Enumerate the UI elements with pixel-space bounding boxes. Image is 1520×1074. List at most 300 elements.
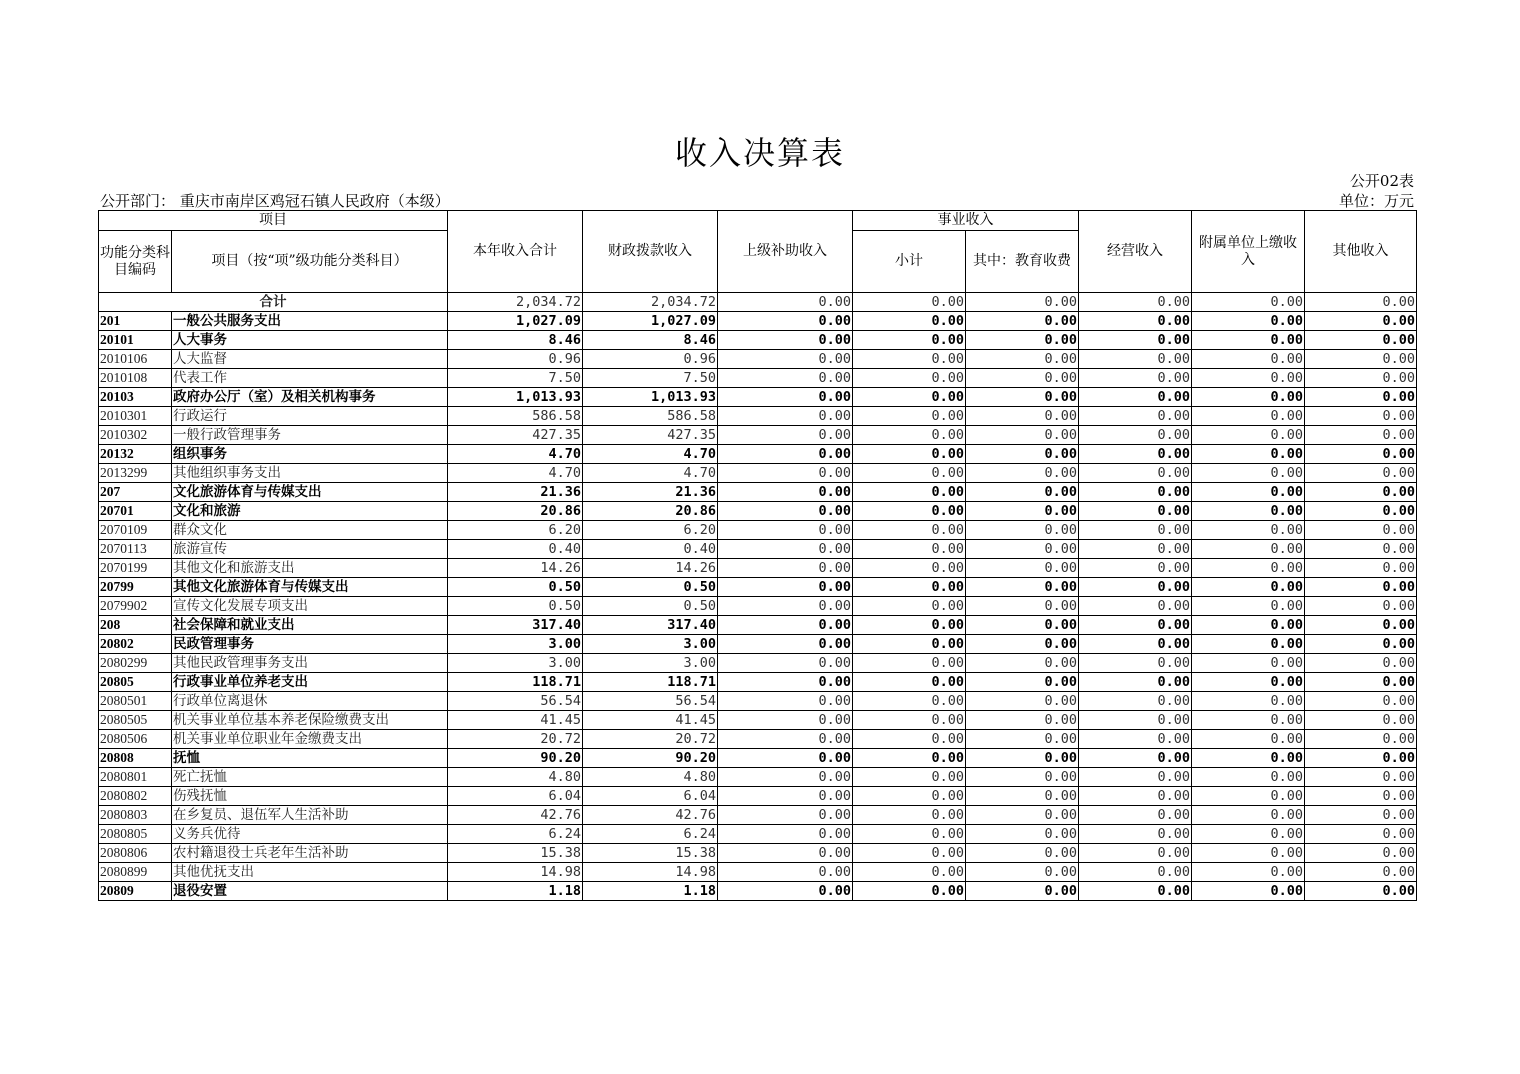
row-value: 0.00 — [1192, 331, 1305, 350]
row-value: 0.00 — [718, 692, 853, 711]
row-value: 586.58 — [583, 407, 718, 426]
row-value: 0.00 — [1079, 730, 1192, 749]
row-value: 0.00 — [966, 711, 1079, 730]
row-value: 0.00 — [966, 521, 1079, 540]
row-value: 15.38 — [448, 844, 583, 863]
row-value: 0.00 — [718, 312, 853, 331]
row-value: 0.00 — [1192, 445, 1305, 464]
row-value: 0.00 — [1192, 502, 1305, 521]
header-fiscal: 财政拨款收入 — [583, 211, 718, 293]
row-value: 0.00 — [853, 331, 966, 350]
row-value: 0.00 — [1192, 312, 1305, 331]
row-value: 0.00 — [1192, 483, 1305, 502]
row-value: 0.00 — [1079, 673, 1192, 692]
row-value: 0.00 — [718, 787, 853, 806]
row-value: 0.00 — [1079, 882, 1192, 901]
row-value: 0.00 — [966, 426, 1079, 445]
row-value: 0.00 — [1079, 502, 1192, 521]
row-value: 0.00 — [853, 616, 966, 635]
row-value: 0.00 — [1192, 464, 1305, 483]
row-code: 201 — [99, 312, 172, 331]
header-name: 项目（按“项”级功能分类科目） — [172, 231, 448, 293]
table-row — [99, 768, 1417, 787]
department-line — [100, 190, 450, 211]
table-row — [99, 806, 1417, 825]
row-value: 0.00 — [1079, 597, 1192, 616]
row-value: 0.00 — [1079, 540, 1192, 559]
row-value: 0.00 — [966, 844, 1079, 863]
row-value: 0.00 — [1192, 654, 1305, 673]
row-value: 14.26 — [583, 559, 718, 578]
row-value: 0.00 — [966, 331, 1079, 350]
row-value: 4.80 — [583, 768, 718, 787]
header-business: 事业收入 — [853, 211, 1079, 231]
row-value: 0.00 — [853, 559, 966, 578]
row-value: 0.00 — [1305, 540, 1417, 559]
row-value: 0.00 — [1192, 407, 1305, 426]
row-value: 0.00 — [1192, 787, 1305, 806]
row-code: 2080802 — [99, 787, 172, 806]
row-code: 20808 — [99, 749, 172, 768]
row-value: 56.54 — [448, 692, 583, 711]
row-value: 0.00 — [966, 312, 1079, 331]
row-value: 6.20 — [448, 521, 583, 540]
row-value: 6.24 — [448, 825, 583, 844]
row-value: 6.24 — [583, 825, 718, 844]
row-code: 2080506 — [99, 730, 172, 749]
row-name: 代表工作 — [172, 369, 448, 388]
row-code: 2070199 — [99, 559, 172, 578]
header-affiliated: 附属单位上缴收入 — [1192, 211, 1305, 293]
row-value: 0.00 — [718, 825, 853, 844]
unit-label: 单位：万元 — [1338, 192, 1414, 210]
row-value: 0.00 — [1192, 578, 1305, 597]
row-value: 0.00 — [966, 388, 1079, 407]
row-value: 0.00 — [718, 388, 853, 407]
row-value: 20.86 — [448, 502, 583, 521]
row-name: 机关事业单位基本养老保险缴费支出 — [172, 711, 448, 730]
row-value: 0.00 — [718, 502, 853, 521]
row-name: 其他文化和旅游支出 — [172, 559, 448, 578]
row-value: 0.00 — [966, 673, 1079, 692]
row-value: 0.00 — [1079, 388, 1192, 407]
row-value: 0.00 — [853, 863, 966, 882]
row-value: 0.00 — [718, 483, 853, 502]
row-value: 0.00 — [853, 787, 966, 806]
row-code: 2080899 — [99, 863, 172, 882]
row-name: 其他优抚支出 — [172, 863, 448, 882]
row-value: 0.00 — [966, 787, 1079, 806]
row-name: 其他文化旅游体育与传媒支出 — [172, 578, 448, 597]
row-value: 0.00 — [1192, 844, 1305, 863]
row-value: 0.00 — [853, 597, 966, 616]
row-name: 行政事业单位养老支出 — [172, 673, 448, 692]
row-value: 0.00 — [1192, 350, 1305, 369]
row-value: 0.00 — [1079, 445, 1192, 464]
row-value: 0.00 — [718, 616, 853, 635]
row-value: 0.00 — [1305, 787, 1417, 806]
row-value: 0.00 — [853, 844, 966, 863]
row-value: 0.00 — [853, 692, 966, 711]
table-row — [99, 635, 1417, 654]
row-value: 0.00 — [1079, 464, 1192, 483]
header-subtotal: 小计 — [853, 231, 966, 293]
row-value: 0.00 — [718, 445, 853, 464]
row-value: 7.50 — [448, 369, 583, 388]
row-value: 0.00 — [1305, 768, 1417, 787]
total-cell: 0.00 — [718, 293, 853, 312]
table-row — [99, 521, 1417, 540]
row-value: 0.00 — [853, 312, 966, 331]
total-label: 合计 — [99, 293, 448, 312]
row-value: 0.00 — [1079, 369, 1192, 388]
row-value: 0.00 — [853, 711, 966, 730]
row-value: 0.00 — [1305, 692, 1417, 711]
header-edu: 其中：教育收费 — [966, 231, 1079, 293]
row-value: 0.96 — [448, 350, 583, 369]
row-value: 0.00 — [1305, 578, 1417, 597]
table-row — [99, 825, 1417, 844]
row-value: 0.00 — [1079, 350, 1192, 369]
row-value: 0.00 — [966, 350, 1079, 369]
row-value: 0.00 — [718, 806, 853, 825]
row-value: 0.00 — [853, 483, 966, 502]
row-value: 3.00 — [583, 635, 718, 654]
total-cell: 0.00 — [966, 293, 1079, 312]
row-value: 20.72 — [448, 730, 583, 749]
total-cell: 2,034.72 — [583, 293, 718, 312]
row-value: 1.18 — [448, 882, 583, 901]
row-value: 0.00 — [966, 768, 1079, 787]
row-value: 42.76 — [583, 806, 718, 825]
row-value: 0.00 — [966, 749, 1079, 768]
row-value: 14.26 — [448, 559, 583, 578]
row-value: 0.00 — [853, 521, 966, 540]
row-value: 0.00 — [1305, 369, 1417, 388]
row-code: 20103 — [99, 388, 172, 407]
row-value: 0.00 — [1305, 483, 1417, 502]
row-value: 0.00 — [966, 540, 1079, 559]
row-value: 0.50 — [448, 578, 583, 597]
row-value: 0.00 — [1079, 825, 1192, 844]
row-value: 0.00 — [1079, 654, 1192, 673]
row-value: 0.00 — [853, 540, 966, 559]
table-row — [99, 445, 1417, 464]
row-value: 0.00 — [718, 882, 853, 901]
row-value: 0.00 — [1305, 521, 1417, 540]
table-row — [99, 882, 1417, 901]
row-value: 4.70 — [448, 445, 583, 464]
row-name: 文化旅游体育与传媒支出 — [172, 483, 448, 502]
row-code: 2080505 — [99, 711, 172, 730]
row-value: 0.00 — [966, 692, 1079, 711]
table-row — [99, 464, 1417, 483]
row-value: 0.00 — [1079, 616, 1192, 635]
row-value: 0.00 — [718, 464, 853, 483]
row-name: 群众文化 — [172, 521, 448, 540]
row-value: 0.00 — [1079, 331, 1192, 350]
row-value: 1,027.09 — [448, 312, 583, 331]
row-value: 0.00 — [1079, 312, 1192, 331]
row-value: 0.00 — [853, 882, 966, 901]
row-name: 义务兵优待 — [172, 825, 448, 844]
row-value: 0.00 — [1079, 787, 1192, 806]
row-value: 0.00 — [853, 407, 966, 426]
row-value: 0.00 — [1305, 749, 1417, 768]
header-total: 本年收入合计 — [448, 211, 583, 293]
row-value: 0.00 — [1192, 426, 1305, 445]
row-value: 0.00 — [1305, 654, 1417, 673]
row-value: 4.70 — [583, 464, 718, 483]
row-code: 20101 — [99, 331, 172, 350]
row-value: 0.00 — [966, 483, 1079, 502]
row-value: 0.40 — [583, 540, 718, 559]
header-superior: 上级补助收入 — [718, 211, 853, 293]
row-value: 1.18 — [583, 882, 718, 901]
row-value: 0.00 — [718, 844, 853, 863]
table-row — [99, 578, 1417, 597]
row-code: 2010106 — [99, 350, 172, 369]
row-value: 6.04 — [448, 787, 583, 806]
row-value: 14.98 — [448, 863, 583, 882]
table-row — [99, 692, 1417, 711]
row-code: 207 — [99, 483, 172, 502]
row-value: 6.04 — [583, 787, 718, 806]
table-row — [99, 331, 1417, 350]
row-code: 2013299 — [99, 464, 172, 483]
row-code: 20802 — [99, 635, 172, 654]
row-value: 0.00 — [1305, 350, 1417, 369]
row-value: 0.00 — [1079, 483, 1192, 502]
row-value: 0.00 — [718, 578, 853, 597]
row-value: 0.00 — [1305, 388, 1417, 407]
row-value: 0.00 — [1192, 825, 1305, 844]
table-row — [99, 673, 1417, 692]
row-name: 社会保障和就业支出 — [172, 616, 448, 635]
table-row — [99, 749, 1417, 768]
row-value: 0.00 — [853, 426, 966, 445]
row-code: 20701 — [99, 502, 172, 521]
row-value: 0.00 — [1192, 559, 1305, 578]
row-code: 20809 — [99, 882, 172, 901]
row-value: 0.00 — [1079, 749, 1192, 768]
row-value: 0.00 — [1192, 749, 1305, 768]
row-name: 行政运行 — [172, 407, 448, 426]
row-value: 15.38 — [583, 844, 718, 863]
table-row — [99, 388, 1417, 407]
row-value: 0.00 — [853, 730, 966, 749]
row-value: 0.00 — [966, 882, 1079, 901]
row-code: 2080801 — [99, 768, 172, 787]
row-value: 21.36 — [448, 483, 583, 502]
row-value: 0.00 — [1305, 844, 1417, 863]
row-value: 0.00 — [853, 464, 966, 483]
row-value: 0.00 — [1192, 635, 1305, 654]
row-value: 0.00 — [1192, 882, 1305, 901]
row-value: 4.70 — [448, 464, 583, 483]
row-value: 0.00 — [718, 350, 853, 369]
row-value: 41.45 — [583, 711, 718, 730]
row-code: 20132 — [99, 445, 172, 464]
row-value: 0.00 — [966, 578, 1079, 597]
row-value: 90.20 — [448, 749, 583, 768]
row-value: 0.00 — [1192, 597, 1305, 616]
row-value: 0.00 — [853, 654, 966, 673]
row-name: 政府办公厅（室）及相关机构事务 — [172, 388, 448, 407]
row-value: 0.00 — [1305, 863, 1417, 882]
row-value: 0.00 — [1079, 692, 1192, 711]
total-row — [99, 293, 1417, 312]
row-value: 427.35 — [448, 426, 583, 445]
row-value: 0.00 — [1305, 331, 1417, 350]
total-cell: 0.00 — [1079, 293, 1192, 312]
row-value: 0.00 — [966, 369, 1079, 388]
row-value: 0.00 — [1079, 407, 1192, 426]
row-value: 0.00 — [1192, 806, 1305, 825]
row-name: 伤残抚恤 — [172, 787, 448, 806]
row-name: 其他民政管理事务支出 — [172, 654, 448, 673]
row-value: 0.00 — [853, 445, 966, 464]
row-value: 0.00 — [1079, 635, 1192, 654]
table-row — [99, 863, 1417, 882]
row-value: 0.00 — [1192, 540, 1305, 559]
row-value: 90.20 — [583, 749, 718, 768]
row-value: 0.00 — [1305, 806, 1417, 825]
row-name: 文化和旅游 — [172, 502, 448, 521]
row-value: 0.00 — [1305, 711, 1417, 730]
total-cell: 2,034.72 — [448, 293, 583, 312]
total-cell: 0.00 — [1192, 293, 1305, 312]
row-value: 0.00 — [966, 616, 1079, 635]
row-value: 0.00 — [1192, 768, 1305, 787]
row-value: 0.00 — [853, 578, 966, 597]
row-value: 0.00 — [853, 369, 966, 388]
table-row — [99, 787, 1417, 806]
row-value: 0.00 — [966, 559, 1079, 578]
row-value: 0.00 — [966, 464, 1079, 483]
row-value: 0.00 — [718, 863, 853, 882]
row-value: 20.72 — [583, 730, 718, 749]
row-name: 机关事业单位职业年金缴费支出 — [172, 730, 448, 749]
row-value: 1,013.93 — [448, 388, 583, 407]
row-value: 0.00 — [1079, 426, 1192, 445]
row-value: 0.00 — [1305, 673, 1417, 692]
table-row — [99, 312, 1417, 331]
row-value: 0.00 — [718, 426, 853, 445]
row-value: 0.00 — [718, 331, 853, 350]
row-name: 组织事务 — [172, 445, 448, 464]
income-table — [98, 210, 1417, 901]
row-value: 0.00 — [966, 635, 1079, 654]
row-value: 0.00 — [1079, 578, 1192, 597]
table-row — [99, 407, 1417, 426]
row-value: 0.00 — [1079, 863, 1192, 882]
row-value: 0.00 — [1305, 312, 1417, 331]
row-name: 人大监督 — [172, 350, 448, 369]
row-value: 0.00 — [1192, 711, 1305, 730]
row-value: 0.00 — [853, 502, 966, 521]
row-code: 2080299 — [99, 654, 172, 673]
row-value: 0.00 — [1079, 711, 1192, 730]
row-value: 0.00 — [1192, 616, 1305, 635]
row-value: 0.50 — [583, 597, 718, 616]
row-value: 4.80 — [448, 768, 583, 787]
row-value: 0.00 — [718, 369, 853, 388]
row-value: 0.00 — [718, 673, 853, 692]
row-value: 0.00 — [718, 768, 853, 787]
row-value: 0.00 — [718, 749, 853, 768]
row-name: 一般公共服务支出 — [172, 312, 448, 331]
row-code: 2080501 — [99, 692, 172, 711]
row-value: 21.36 — [583, 483, 718, 502]
row-value: 0.96 — [583, 350, 718, 369]
row-value: 0.00 — [1305, 559, 1417, 578]
row-value: 0.00 — [1305, 426, 1417, 445]
row-name: 行政单位离退休 — [172, 692, 448, 711]
table-row — [99, 483, 1417, 502]
row-code: 208 — [99, 616, 172, 635]
table-row — [99, 502, 1417, 521]
row-value: 0.00 — [718, 521, 853, 540]
row-value: 0.00 — [1305, 464, 1417, 483]
row-value: 0.00 — [1079, 806, 1192, 825]
table-row — [99, 844, 1417, 863]
row-value: 0.00 — [853, 806, 966, 825]
row-value: 0.00 — [1192, 692, 1305, 711]
row-value: 118.71 — [448, 673, 583, 692]
row-value: 8.46 — [448, 331, 583, 350]
table-header — [99, 211, 1417, 293]
row-value: 0.00 — [1305, 597, 1417, 616]
row-value: 0.00 — [1079, 768, 1192, 787]
row-value: 0.00 — [966, 502, 1079, 521]
row-value: 0.00 — [718, 597, 853, 616]
table-row — [99, 711, 1417, 730]
row-value: 3.00 — [448, 635, 583, 654]
table-body — [99, 293, 1417, 901]
header-code: 功能分类科目编码 — [99, 231, 172, 293]
row-value: 14.98 — [583, 863, 718, 882]
row-value: 0.00 — [1192, 369, 1305, 388]
row-value: 0.00 — [718, 654, 853, 673]
row-code: 20799 — [99, 578, 172, 597]
row-value: 0.00 — [966, 730, 1079, 749]
row-value: 0.00 — [1079, 559, 1192, 578]
row-value: 317.40 — [583, 616, 718, 635]
row-name: 旅游宣传 — [172, 540, 448, 559]
total-cell: 0.00 — [1305, 293, 1417, 312]
row-value: 0.00 — [718, 407, 853, 426]
header-other: 其他收入 — [1305, 211, 1417, 293]
table-row — [99, 540, 1417, 559]
total-cell: 0.00 — [853, 293, 966, 312]
form-number: 公开02表 — [1349, 172, 1414, 190]
table-row — [99, 559, 1417, 578]
row-value: 0.00 — [1192, 730, 1305, 749]
row-value: 0.00 — [718, 635, 853, 654]
row-value: 0.00 — [1079, 521, 1192, 540]
row-code: 2010301 — [99, 407, 172, 426]
row-value: 0.00 — [853, 825, 966, 844]
row-value: 3.00 — [448, 654, 583, 673]
row-value: 20.86 — [583, 502, 718, 521]
department-name: 重庆市南岸区鸡冠石镇人民政府（本级） — [179, 192, 450, 210]
row-value: 0.00 — [966, 597, 1079, 616]
row-value: 0.00 — [1305, 407, 1417, 426]
row-value: 56.54 — [583, 692, 718, 711]
header-item: 项目 — [99, 211, 448, 231]
row-code: 2080805 — [99, 825, 172, 844]
